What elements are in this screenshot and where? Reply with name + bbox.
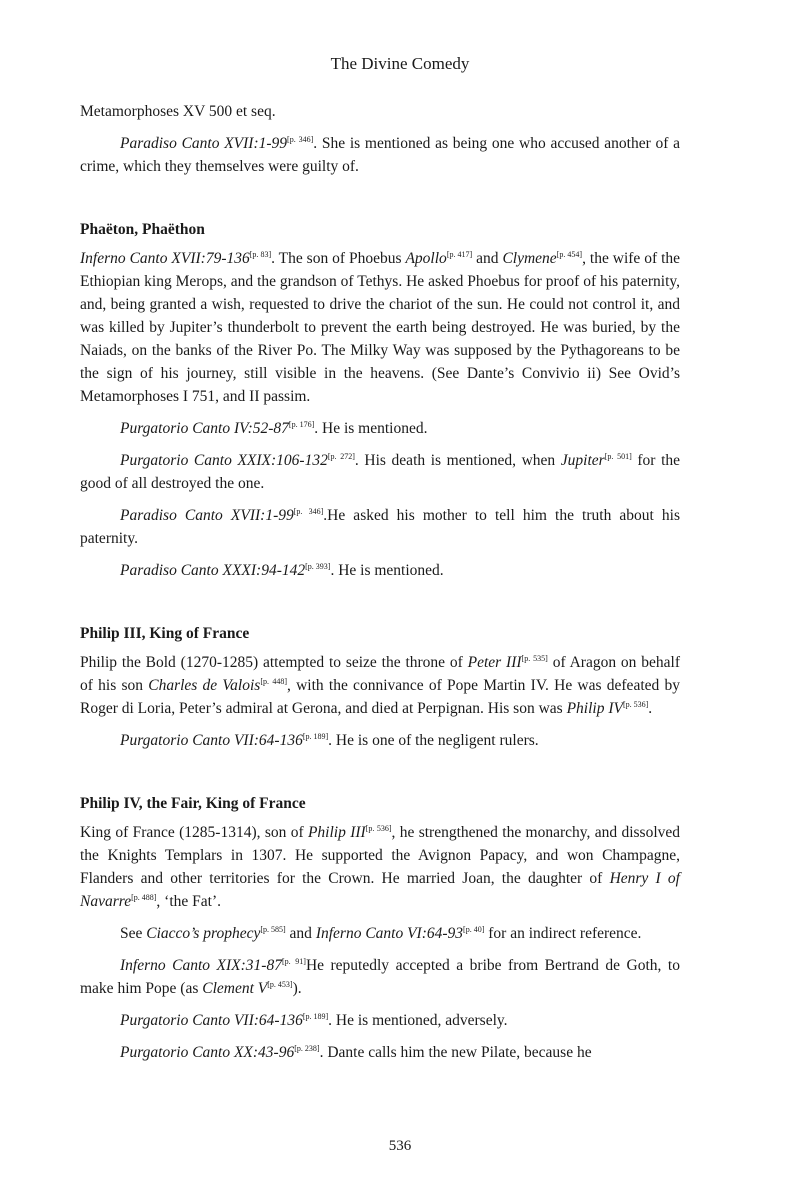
section-gap [80,187,680,218]
text-run: Philip the Bold (1270-1285) attempted to seize the throne of [80,654,468,671]
entry-heading: Philip IV, the Fair, King of France [80,795,306,812]
paragraph [80,100,680,123]
text-run: ). [292,980,302,997]
canto-reference[interactable]: Apollo [405,250,447,267]
canto-reference[interactable]: Purgatorio Canto VII:64-136 [120,1012,303,1029]
canto-reference[interactable]: Peter III [467,654,522,671]
section-gap [80,761,680,792]
page-reference[interactable]: [p. 189] [302,1011,329,1021]
page-reference[interactable]: [p. 346] [287,134,314,144]
canto-reference[interactable]: Charles de Valois [148,677,261,694]
canto-reference[interactable]: Philip IV [566,700,623,717]
page-reference[interactable]: [p. 501] [604,451,632,461]
paragraph [80,449,680,495]
text-run: . He is mentioned. [330,562,444,579]
paragraph [80,954,680,1000]
canto-reference[interactable]: Ciacco’s prophecy [146,925,261,942]
entry-heading: Phaëton, Phaëthon [80,221,205,238]
text-run: .He asked his mother to tell him the truth about his paternity. [80,507,681,547]
text-run: of Aragon on behalf of his son [80,654,680,694]
text-run: . His death is mentioned, when [354,452,561,469]
text-run: See [120,925,147,942]
text-run: Metamorphoses XV 500 et seq. [80,103,276,120]
page-reference[interactable]: [p. 176] [288,419,315,429]
page-reference[interactable]: [p. 453] [267,979,293,989]
text-run: , the wife of the Ethiopian king Merops, and the grandson of Tethys. He asked Phoebus for proof of his paternity, and, being granted a wish, requested to drive the chariot of the sun. He could not control it, and was killed by Jupiter’s thunderbolt to prevent the earth being destroyed. He was buried, by the Naiads, on the banks of the River Po. The Milky Way was supposed by the Pythagoreans to be the sign of his journey, still visible in the heavens. (See Dante’s Convivio ii) See Ovid’s Metamorphoses I 751, and II passim. [80,250,681,405]
page-reference[interactable]: [p. 535] [521,653,548,663]
page-reference[interactable]: [p. 40] [463,924,485,934]
page-reference[interactable]: [p. 585] [260,924,286,934]
paragraph [80,1041,680,1064]
canto-reference[interactable]: Inferno Canto XIX:31-87 [120,957,282,974]
canto-reference[interactable]: Philip III [307,824,366,841]
paragraph [80,1009,680,1032]
paragraph [80,821,680,913]
canto-reference[interactable]: Jupiter [560,452,605,469]
paragraph [80,247,680,408]
text-run: for an indirect reference. [484,925,642,942]
text-run: . She is mentioned as being one who accused another of a crime, which they themselves were guilty of. [80,135,680,175]
text-run: and [285,925,316,942]
page-reference[interactable]: [p. 417] [446,249,473,259]
canto-reference[interactable]: Inferno Canto XVII:79-136 [80,250,250,267]
text-run: . The son of Phoebus [271,250,406,267]
canto-reference[interactable]: Paradiso Canto XVII:1-99 [120,507,294,524]
paragraph [80,417,680,440]
text-run: . He is mentioned. [314,420,428,437]
page-reference[interactable]: [p. 393] [305,561,331,571]
page-number: 536 [388,1138,412,1154]
canto-reference[interactable]: Purgatorio Canto IV:52-87 [120,420,289,437]
page-reference[interactable]: [p. 448] [260,676,287,686]
canto-reference[interactable]: Henry I of Navarre [80,870,680,910]
text-run: , he strengthened the monarchy, and dissolved the Knights Templars in 1307. He supported the Avignon Papacy, and won Champagne, Flanders and other territories for the Crown. He married Joan, the daughter of [80,824,681,887]
text-run: , with the connivance of Pope Martin IV. He was defeated by Roger di Loria, Peter’s admiral at Gerona, and died at Perpignan. His son was [80,677,680,717]
canto-reference[interactable]: Purgatorio Canto VII:64-136 [120,732,303,749]
paragraph [80,559,680,582]
page-reference[interactable]: [p. 346] [293,506,324,516]
text-run: for the good of all destroyed the one. [80,452,681,492]
paragraph [80,729,680,752]
page-reference[interactable]: [p. 536] [622,699,649,709]
page-reference[interactable]: [p. 189] [302,731,329,741]
text-run: , ‘the Fat’. [156,893,221,910]
page-reference[interactable]: [p. 83] [249,249,272,259]
text-run: He reputedly accepted a bribe from Bertrand de Goth, to make him Pope (as [80,957,680,997]
text-run: King of France (1285-1314), son of [80,824,308,841]
canto-reference[interactable]: Purgatorio Canto XXIX:106-132 [120,452,328,469]
text-run: . [648,700,653,717]
page-reference[interactable]: [p. 238] [294,1043,320,1053]
canto-reference[interactable]: Inferno Canto VI:64-93 [315,925,464,942]
canto-reference[interactable]: Purgatorio Canto XX:43-96 [120,1044,295,1061]
text-run: . He is mentioned, adversely. [328,1012,508,1029]
paragraph [80,504,680,550]
paragraph [80,132,680,178]
canto-reference[interactable]: Clement V [202,980,268,997]
page-reference[interactable]: [p. 488] [131,892,157,902]
page-reference[interactable]: [p. 91] [281,956,306,966]
paragraph [80,922,680,945]
canto-reference[interactable]: Paradiso Canto XXXI:94-142 [120,562,306,579]
canto-reference[interactable]: Clymene [502,250,557,267]
page-content [80,100,680,1073]
page-reference[interactable]: [p. 536] [365,823,392,833]
text-run: and [472,250,503,267]
canto-reference[interactable]: Paradiso Canto XVII:1-99 [120,135,288,152]
entry-heading: Philip III, King of France [80,625,250,642]
page-header: The Divine Comedy [330,54,470,73]
text-run: . He is one of the negligent rulers. [328,732,539,749]
text-run: . Dante calls him the new Pilate, because he [319,1044,592,1061]
page-reference[interactable]: [p. 272] [327,451,355,461]
page-reference[interactable]: [p. 454] [556,249,583,259]
section-gap [80,591,680,622]
paragraph [80,651,680,720]
